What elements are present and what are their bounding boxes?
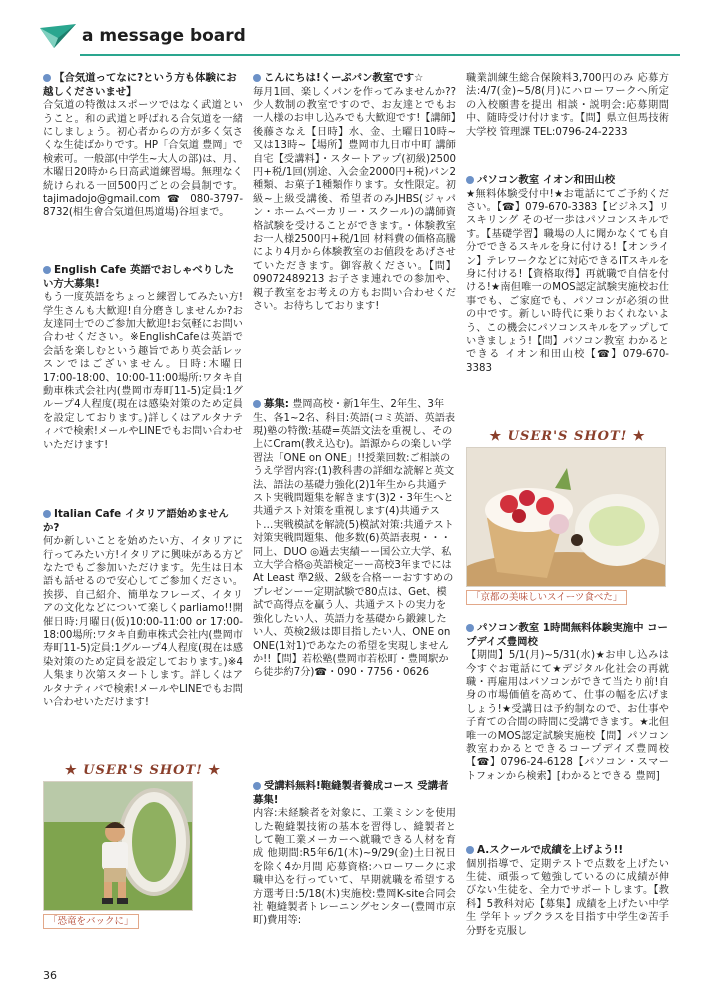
message-english-cafe bbox=[43, 264, 243, 498]
photo-boy-dinosaur bbox=[43, 781, 193, 911]
message-body: もう一度英語をちょっと練習してみたい方!学生さんも大歓迎!自分磨きしませんか?お友達同士でのご参加大歓迎!お気軽にお問い合わせください。※EnglishCafeは英語で会話を楽しむという趣旨であり英会話レッスンではございません。日時:木曜日17:00-18:00、10:00-11:00場所:ワタキ自動車株式会社内(豊岡市寿町11-5)定員:1グループ4人程度(現在は感染対策のため定員を設定しております。)詳しくはアルタナティバで検索!メールやLINEでもお問い合わせいただけます! bbox=[43, 292, 243, 451]
message-body: 合気道の特徴はスポーツではなく武道ということ。和の武道と呼ばれる合気道を一緒にしましょう。初心者からの方が多く気さくな生徒ばかりです。HP「合気道 豊岡」で検索可。一般部(中学生~大人の部)は、月、木曜日20時から日高武道練習場。無理なく続けられる一回500円ごとの会員制です。tajimadojo@gmail.com ☎ 080-3797-8732(相生會合気道但馬道場)谷垣まで。 bbox=[43, 100, 243, 219]
page-number: 36 bbox=[43, 969, 57, 982]
message-title: パソコン教室 イオン和田山校 bbox=[466, 174, 669, 188]
column-3 bbox=[466, 72, 669, 948]
paper-plane-icon bbox=[40, 22, 78, 52]
users-shot-2 bbox=[466, 430, 669, 612]
message-title: 募集: bbox=[253, 398, 289, 410]
message-body: 内容:未経験者を対象に、工業ミシンを使用した鞄縫製技術の基本を習得し、縫製者として鞄工業メーカーへ就職できる人材を育成 他期間:R5年6/1(木)~9/29(金)土日祝日を除く4か月間 応募資格:ハローワークに求職申込を行っていて、早期就職を希望する方選考日:5/18(木)実施校:豊岡K-site合同会社 鞄縫製者トレーニングセンター(豊岡市京町)費用等: bbox=[253, 808, 456, 927]
message-pc-coop bbox=[466, 622, 669, 834]
message-body: 何か新しいことを始めたい方、イタリアに行ってみたい方!イタリアに興味がある方どなたでもご参加いただけます。先生は日本語も話せるので安心してご参加ください。挨拶、自己紹介、簡単なフレーズ、イタリアの文化などについて楽しくparliamo!!開催日時:月曜日(仮)10:00-11:00 or 17:00-18:00場所:ワタキ自動車株式会社内(豊岡市寿町11-5)定員:1グループ4人程度(現在は感染対策のため定員を設定しております。)※4人集まり次第スタートします。詳しくはアルタナティバで検索!メールやLINEでもお問い合わせいただけます! bbox=[43, 536, 243, 709]
photo-illustration bbox=[467, 448, 665, 586]
message-title: パソコン教室 1時間無料体験実施中 コープデイズ豊岡校 bbox=[466, 622, 668, 648]
column-1 bbox=[43, 72, 243, 939]
message-italian-cafe bbox=[43, 508, 243, 754]
bullet-dot-icon bbox=[253, 74, 261, 82]
message-a-school bbox=[466, 844, 669, 938]
bullet-dot-icon bbox=[466, 624, 474, 632]
message-title: Italian Cafe イタリア語始めませんか? bbox=[43, 508, 229, 534]
message-body: 個別指導で、定期テストで点数を上げたい生徒、頑張って勉強しているのに成績が伸びない生徒を、全力でサポートします。【教科】5教科対応【募集】成績を上げたい中学生 学年トップクラスを目指す中学生②苦手分野を克服し bbox=[466, 858, 669, 937]
photo-caption: 「恐竜をバックに」 bbox=[43, 914, 139, 929]
message-pc-aeon bbox=[466, 174, 669, 420]
message-body: 職業訓練生総合保険料3,700円のみ 応募方法:4/7(金)~5/8(月)にハローワークへ所定の入校願書を提出 相談・説明会:応募期間中、随時受け付けます。【問】県立但馬技術大学校 管理課 TEL:0796-24-2233 bbox=[466, 73, 669, 138]
message-body: 豊岡高校・新1年生、2年生、3年生、各1~2名、科目:英語(コミ英語、英語表現)塾の特徴:基礎=英語文法を重視し、その上にCram(教え込む)。語源からの楽しい学習法「ONE on ONE」!!授業回数:ご相談のうえ学習内容:(1)教科書の詳細な読解と英文法、語法の基礎力強化(2)1年生から共通テスト実戦問題集を解きます(3)2・3年生へと共通テスト対策を重視します(4)共通テスト…実戦模試を解読(5)模試対策:共通テスト対策実戦問題集、他多数(6)英語表現・・・同上、DUO ◎過去実績ーー国公立大学、私立大学合格◎英語検定ーー高校3年までにはAt Least 準2級、2級を合格ーーおすすめのプレゼンーー定期試験で80点は、Get、模試で高得点を贏う人、共通テストの実力を強化したい人、英語力を基礎から鍛錬したい人、英検2級は即目指したい人、ONE on ONE(1対1)であなたの希望を実現しませんか!!【問】若松塾(豊岡市若松町・豊岡駅から徒歩約7分)☎・090・7756・0626 bbox=[253, 399, 456, 679]
bullet-dot-icon bbox=[253, 782, 261, 790]
message-body: ★無料体験受付中!★お電話にてご予約ください。【☎】079-670-3383【ビジネス】リスキリング そのゼ一歩はパソコンスキルです。【基礎学習】職場の人に聞かなくても自分でできるスキルを身に付ける!【オンライン】テレワークなどに対応できるITスキルを身に付ける!【資格取得】再就職で自信を付ける!★南但唯一のMOS認定試験実施校お仕事でも、ご家庭でも、パソコンが必須の世の中です。新しい時代に乗りおくれないよう、この機会にパソコンスキルをアップしていきましょう!【問】パソコン教室 わかるとできる イオン和田山校【☎】079-670-3383 bbox=[466, 188, 669, 374]
column-2 bbox=[253, 72, 456, 938]
users-shot-heading: ★ USER'S SHOT! ★ bbox=[489, 429, 646, 444]
message-title: 【合気道ってなに?という方も体験にお越しくださいませ】 bbox=[43, 72, 237, 98]
users-shot-1 bbox=[43, 764, 243, 929]
header-rule bbox=[80, 54, 680, 56]
bullet-dot-icon bbox=[466, 176, 474, 184]
bullet-dot-icon bbox=[43, 266, 51, 274]
page-title: a message board bbox=[82, 26, 246, 46]
bullet-dot-icon bbox=[43, 510, 51, 518]
star-icon: ★ bbox=[632, 429, 646, 444]
photo-caption: 「京都の美味しいスイーツ食べた」 bbox=[466, 590, 627, 605]
star-icon: ★ bbox=[208, 763, 222, 778]
message-sewing-course-cont bbox=[466, 72, 669, 164]
page-header bbox=[40, 20, 680, 60]
photo-sweets bbox=[466, 447, 666, 587]
message-aikido bbox=[43, 72, 243, 254]
bullet-dot-icon bbox=[466, 846, 474, 854]
message-title: 受講料無料!鞄縫製者養成コース 受講者募集! bbox=[253, 780, 449, 806]
message-english-cram bbox=[253, 398, 456, 770]
photo-illustration bbox=[44, 782, 192, 910]
message-sewing-course bbox=[253, 780, 456, 928]
star-icon: ★ bbox=[64, 763, 78, 778]
star-icon: ★ bbox=[489, 429, 503, 444]
message-body: 【期間】5/1(月)~5/31(水)★お申し込みは今すぐお電話にて★デジタル化社会の再就職・再雇用はパソコンができて当たり前!自身の市場価値を高めて、仕事の幅を広げましょう!★受講日は予約制なので、お仕事や子育ての合間の時間に受講できます。★北但唯一のMOS認定試験実施校【問】パソコン教室わかるとできるコープデイズ豊岡校【☎】0796-24-6128【パソコン・スマートフォンから検索】[わかるとできる 豊岡] bbox=[466, 650, 669, 782]
users-shot-heading: ★ USER'S SHOT! ★ bbox=[64, 763, 222, 778]
bullet-dot-icon bbox=[253, 400, 261, 408]
bullet-dot-icon bbox=[43, 74, 51, 82]
message-body: 毎月1回、楽しくパンを作ってみませんか??少人数制の教室ですので、お友達とでもお一人様のお申し込みでも大歓迎です!【講師】後藤さなえ【日時】水、金、土曜日10時~又は13時~【場所】豊岡市九日市中町 講師自宅【受講料】・スタートアップ(初級)2500円+税/1回(別途、入会金2000円+税)パン2種類、お菓子1種類作ります。女性限定。初級~上級受講後、希望者のみJHBS(ジャパン・ホームベーカリー・スクール)の講師資格試験を受けることができます。・体験教室 お一人様2500円+税/1回 材料費の価格高騰により4月から体験教室のお値段をあげさせていただきます。御容赦ください。【問】09072489213 お子さま連れでの参加や、親子教室をお考えの方もお問い合わせください。お待ちしております! bbox=[253, 86, 456, 313]
message-title: English Cafe 英語でおしゃべりしたい方大募集! bbox=[43, 264, 234, 290]
message-bread-class bbox=[253, 72, 456, 388]
message-title: A.スクールで成績を上げよう!! bbox=[466, 844, 669, 858]
message-title: こんにちは!くーぷパン教室です☆ bbox=[253, 72, 456, 86]
